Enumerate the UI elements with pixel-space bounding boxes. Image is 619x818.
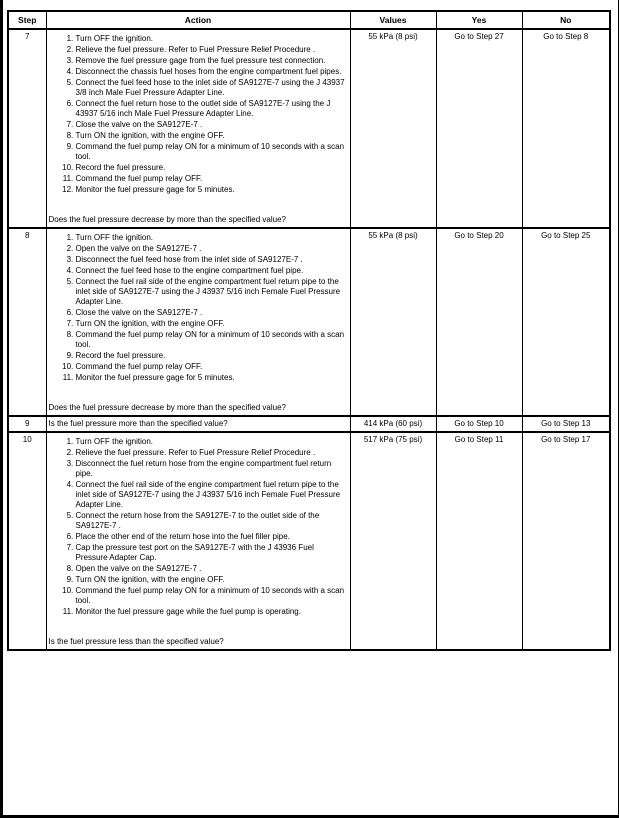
action-item: 10. Command the fuel pump relay ON for a minimum of 10 seconds with a scan tool. bbox=[76, 586, 348, 606]
action-item: 6. Connect the fuel return hose to the outlet side of SA9127E-7 using the J 43937 5/16 inch Male Fuel Pressure Adapter Line. bbox=[76, 99, 348, 119]
question-text: Is the fuel pressure more than the specified value? bbox=[48, 419, 228, 428]
action-item: 9. Turn ON the ignition, with the engine OFF. bbox=[76, 575, 348, 585]
action-item: 12. Monitor the fuel pressure gage for 5 minutes. bbox=[76, 185, 348, 195]
no-cell: Go to Step 25 bbox=[522, 228, 610, 416]
header-row bbox=[8, 11, 610, 29]
action-list bbox=[49, 437, 348, 617]
action-item: 5. Connect the fuel feed hose to the inlet side of SA9127E-7 using the J 43937 3/8 inch Male Fuel Pressure Adapter Line. bbox=[76, 78, 348, 98]
action-item: 1. Turn OFF the ignition. bbox=[76, 34, 348, 44]
action-item: 7. Cap the pressure test port on the SA9127E-7 with the J 43936 Fuel Pressure Adapter Cap. bbox=[76, 543, 348, 563]
action-cell bbox=[46, 432, 350, 650]
diagnostic-table bbox=[7, 10, 611, 651]
action-item: 10. Record the fuel pressure. bbox=[76, 163, 348, 173]
action-item: 1. Turn OFF the ignition. bbox=[76, 437, 348, 447]
column-header-action: Action bbox=[46, 11, 350, 29]
action-item: 5. Connect the fuel rail side of the engine compartment fuel return pipe to the inlet side of SA9127E-7 using the J 43937 5/16 inch Female Fuel Pressure Adapter Line. bbox=[76, 277, 348, 307]
step-number: 8 bbox=[8, 228, 46, 416]
action-item: 7. Close the valve on the SA9127E-7 . bbox=[76, 120, 348, 130]
values-cell: 55 kPa (8 psi) bbox=[350, 29, 436, 228]
no-cell: Go to Step 13 bbox=[522, 416, 610, 432]
values-cell: 517 kPa (75 psi) bbox=[350, 432, 436, 650]
column-header-values: Values bbox=[350, 11, 436, 29]
step-number: 10 bbox=[8, 432, 46, 650]
action-item: 11. Monitor the fuel pressure gage while the fuel pump is operating. bbox=[76, 607, 348, 617]
action-list bbox=[49, 34, 348, 195]
action-cell bbox=[46, 29, 350, 228]
action-item: 9. Record the fuel pressure. bbox=[76, 351, 348, 361]
values-cell: 55 kPa (8 psi) bbox=[350, 228, 436, 416]
action-item: 9. Command the fuel pump relay ON for a minimum of 10 seconds with a scan tool. bbox=[76, 142, 348, 162]
step-number: 9 bbox=[8, 416, 46, 432]
yes-cell: Go to Step 11 bbox=[436, 432, 522, 650]
action-item: 4. Connect the fuel feed hose to the engine compartment fuel pipe. bbox=[76, 266, 348, 276]
values-cell: 414 kPa (60 psi) bbox=[350, 416, 436, 432]
action-item: 11. Command the fuel pump relay OFF. bbox=[76, 174, 348, 184]
question-text: Does the fuel pressure decrease by more than the specified value? bbox=[48, 403, 286, 412]
table-row-step-7 bbox=[8, 29, 610, 228]
action-item: 11. Monitor the fuel pressure gage for 5 minutes. bbox=[76, 373, 348, 383]
action-item: 6. Place the other end of the return hose into the fuel filler pipe. bbox=[76, 532, 348, 542]
question-text: Does the fuel pressure decrease by more than the specified value? bbox=[48, 215, 286, 224]
action-item: 8. Open the valve on the SA9127E-7 . bbox=[76, 564, 348, 574]
yes-cell: Go to Step 20 bbox=[436, 228, 522, 416]
action-item: 2. Relieve the fuel pressure. Refer to Fuel Pressure Relief Procedure . bbox=[76, 448, 348, 458]
action-item: 3. Disconnect the fuel feed hose from the inlet side of SA9127E-7 . bbox=[76, 255, 348, 265]
action-cell bbox=[46, 228, 350, 416]
table-row-step-10 bbox=[8, 432, 610, 650]
action-item: 5. Connect the return hose from the SA9127E-7 to the outlet side of the SA9127E-7 . bbox=[76, 511, 348, 531]
column-header-step: Step bbox=[8, 11, 46, 29]
action-item: 10. Command the fuel pump relay OFF. bbox=[76, 362, 348, 372]
action-list bbox=[49, 233, 348, 383]
yes-cell: Go to Step 27 bbox=[436, 29, 522, 228]
action-item: 2. Relieve the fuel pressure. Refer to Fuel Pressure Relief Procedure . bbox=[76, 45, 348, 55]
yes-cell: Go to Step 10 bbox=[436, 416, 522, 432]
action-item: 3. Remove the fuel pressure gage from the fuel pressure test connection. bbox=[76, 56, 348, 66]
action-item: 8. Command the fuel pump relay ON for a minimum of 10 seconds with a scan tool. bbox=[76, 330, 348, 350]
action-item: 4. Connect the fuel rail side of the engine compartment fuel return pipe to the inlet side of SA9127E-7 using the J 43937 5/16 inch Female Fuel Pressure Adapter Line. bbox=[76, 480, 348, 510]
column-header-yes: Yes bbox=[436, 11, 522, 29]
action-item: 1. Turn OFF the ignition. bbox=[76, 233, 348, 243]
column-header-no: No bbox=[522, 11, 610, 29]
action-cell bbox=[46, 416, 350, 432]
action-item: 4. Disconnect the chassis fuel hoses from the engine compartment fuel pipes. bbox=[76, 67, 348, 77]
action-item: 3. Disconnect the fuel return hose from the engine compartment fuel return pipe. bbox=[76, 459, 348, 479]
question-text: Is the fuel pressure less than the specified value? bbox=[48, 637, 224, 646]
action-item: 7. Turn ON the ignition, with the engine OFF. bbox=[76, 319, 348, 329]
action-item: 8. Turn ON the ignition, with the engine OFF. bbox=[76, 131, 348, 141]
no-cell: Go to Step 8 bbox=[522, 29, 610, 228]
action-item: 6. Close the valve on the SA9127E-7 . bbox=[76, 308, 348, 318]
table-row-step-9 bbox=[8, 416, 610, 432]
step-number: 7 bbox=[8, 29, 46, 228]
table-row-step-8 bbox=[8, 228, 610, 416]
action-item: 2. Open the valve on the SA9127E-7 . bbox=[76, 244, 348, 254]
no-cell: Go to Step 17 bbox=[522, 432, 610, 650]
